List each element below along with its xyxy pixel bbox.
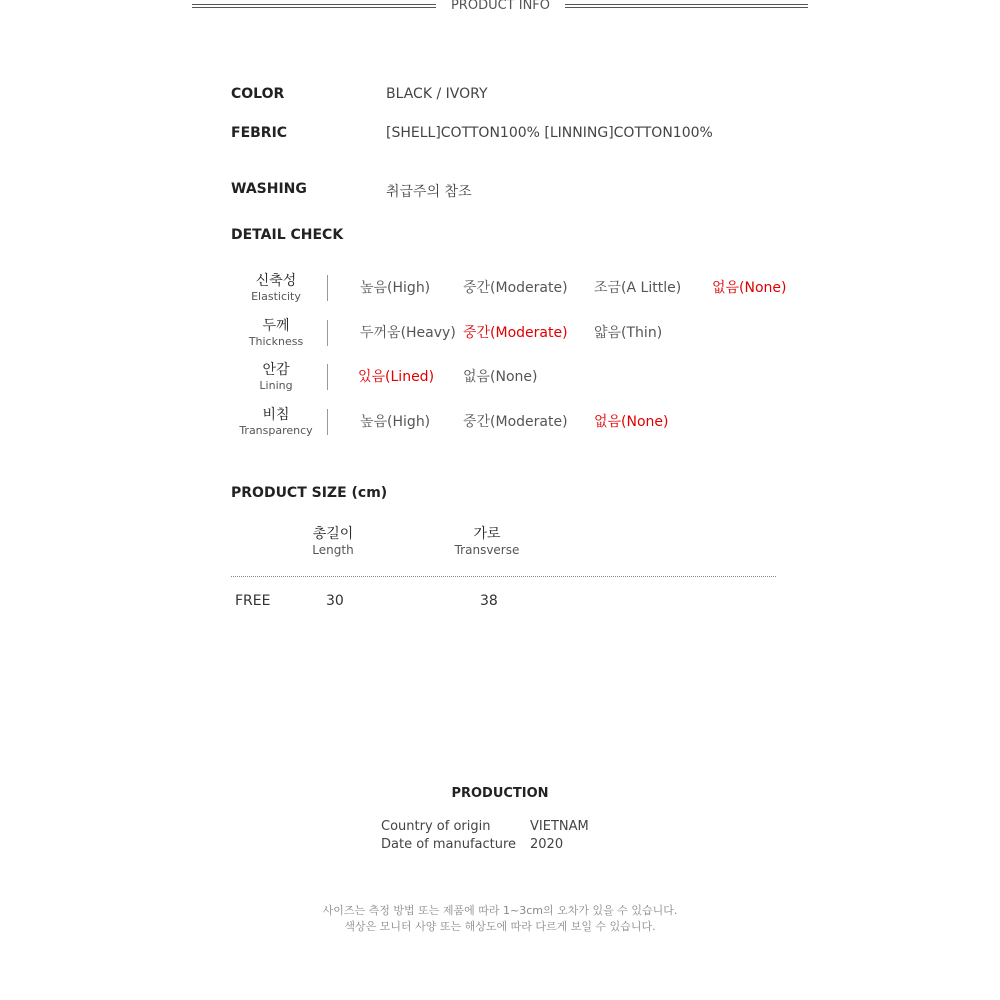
detail-name-en: Thickness [248, 335, 304, 348]
fabric-value: [SHELL]COTTON100% [LINNING]COTTON100% [386, 125, 713, 141]
detail-row-name [231, 362, 321, 393]
detail-option-selected: 중간(Moderate) [463, 325, 568, 341]
size-column-ko: 총길이 [312, 526, 354, 542]
washing-value: 취급주의 참조 [386, 184, 472, 200]
country-of-origin-label: Country of origin [381, 819, 491, 834]
detail-name-ko: 안감 [262, 362, 290, 378]
size-row-label: FREE [235, 593, 271, 609]
detail-name-en: Lining [259, 379, 293, 392]
size-note: 사이즈는 측정 방법 또는 제품에 따라 1~3cm의 오차가 있을 수 있습니다. [322, 904, 678, 917]
product-size-title: PRODUCT SIZE (cm) [231, 485, 388, 501]
size-column-en: Transverse [454, 543, 520, 557]
detail-row-name [231, 318, 321, 349]
header-rule-left [192, 4, 436, 8]
color-value: BLACK / IVORY [386, 86, 488, 102]
detail-option: 조금(A Little) [594, 280, 682, 296]
detail-name-en: Elasticity [251, 290, 301, 303]
detail-option: 얇음(Thin) [594, 325, 663, 341]
divider [327, 364, 328, 390]
detail-option: 높음(High) [360, 280, 431, 296]
detail-name-en: Transparency [239, 424, 313, 437]
detail-row-thickness [231, 318, 811, 358]
header-rule-right [565, 4, 808, 8]
detail-check-title: DETAIL CHECK [231, 227, 344, 243]
section-header [192, 0, 808, 14]
detail-row-name [231, 407, 321, 438]
detail-name-ko: 두께 [262, 318, 290, 334]
size-column-en: Length [312, 543, 354, 557]
detail-option: 중간(Moderate) [463, 414, 568, 430]
detail-row-name [231, 273, 321, 304]
detail-option-selected: 있음(Lined) [358, 369, 435, 385]
detail-option: 두꺼움(Heavy) [360, 325, 456, 341]
washing-label: WASHING [231, 181, 307, 197]
divider [327, 409, 328, 435]
production-title: PRODUCTION [451, 786, 549, 801]
detail-option-selected: 없음(None) [712, 280, 787, 296]
size-cell-length: 30 [326, 593, 344, 609]
detail-name-ko: 신축성 [255, 273, 297, 289]
detail-option: 중간(Moderate) [463, 280, 568, 296]
color-note: 색상은 모니터 사양 또는 해상도에 따라 다르게 보일 수 있습니다. [344, 920, 656, 933]
color-label: COLOR [231, 86, 285, 102]
size-column-header [293, 526, 373, 558]
detail-option: 없음(None) [463, 369, 538, 385]
size-column-header [442, 526, 532, 558]
divider [327, 320, 328, 346]
fabric-label: FEBRIC [231, 125, 288, 141]
detail-name-ko: 비침 [262, 407, 290, 423]
section-title: PRODUCT INFO [450, 0, 551, 13]
size-column-ko: 가로 [473, 526, 501, 542]
dotted-divider [231, 576, 776, 577]
date-of-manufacture-label: Date of manufacture [381, 837, 517, 852]
country-of-origin-value: VIETNAM [530, 819, 589, 834]
divider [327, 275, 328, 301]
detail-row-lining [231, 362, 811, 402]
detail-option: 높음(High) [360, 414, 431, 430]
detail-row-transparency [231, 407, 811, 447]
size-cell-transverse: 38 [480, 593, 498, 609]
detail-row-elasticity [231, 273, 811, 313]
date-of-manufacture-value: 2020 [530, 837, 564, 852]
detail-option-selected: 없음(None) [594, 414, 669, 430]
